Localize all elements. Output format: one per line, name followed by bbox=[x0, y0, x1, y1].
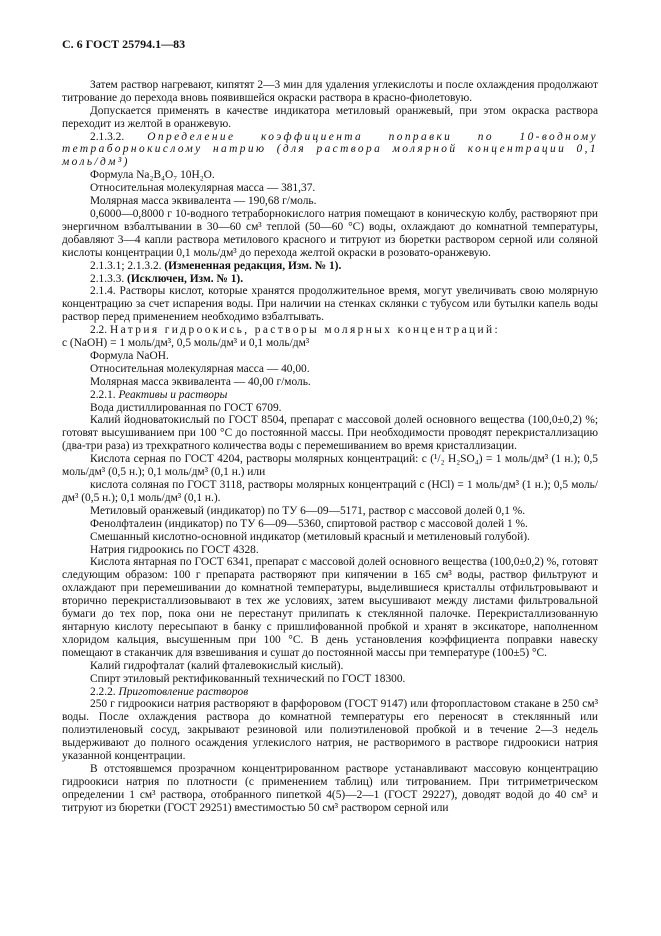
section-title: Реактивы и растворы bbox=[118, 388, 228, 401]
paragraph: кислота соляная по ГОСТ 3118, растворы молярных концентраций c (HCl) = 1 моль/дм³ (1 н.); 0,5 моль/дм³ (0,5 н.); 0,1 моль/дм³ (0,1 н.). bbox=[62, 479, 598, 504]
paragraph: Смешанный кислотно-основной индикатор (метиловый красный и метиленовый голубой). bbox=[90, 530, 530, 543]
section-heading bbox=[62, 389, 598, 402]
paragraph: Натрия гидроокись по ГОСТ 4328. bbox=[90, 543, 259, 556]
page-header: С. 6 ГОСТ 25794.1—83 bbox=[62, 37, 186, 51]
section-title: Приготовление растворов bbox=[118, 685, 249, 698]
paragraph: Молярная масса эквивалента — 190,68 г/моль. bbox=[90, 195, 317, 208]
paragraph: Допускается применять в качестве индикатора метиловый оранжевый, при этом окраска раствора переходит из желтой в оранжевую. bbox=[62, 104, 598, 130]
amendment-note: 2.1.3.1; 2.1.3.2. (Измененная редакция, Изм. № 1). bbox=[90, 259, 342, 272]
paragraph: Затем раствор нагревают, кипятят 2—3 мин для удаления углекислоты и после охлаждения продолжают титрование до перехода вновь появившейся окраски раствора в красно-фиолетовую. bbox=[62, 78, 598, 104]
section-heading bbox=[62, 324, 598, 337]
section-heading bbox=[62, 131, 598, 170]
paragraph: Калий гидрофталат (калий фталевокислый кислый). bbox=[90, 659, 344, 672]
concentration-line: c (NaOH) = 1 моль/дм³, 0,5 моль/дм³ и 0,1 моль/дм³ bbox=[62, 337, 310, 350]
paragraph: 0,6000—0,8000 г 10-водного тетраборнокислого натрия помещают в коническую колбу, растворяют при энергичном взбалтывании в 30—60 см³ теплой (50—60 °С) воды, охлаждают до комнатной температуры, добавляют 3—4 капли раствора метилового красного и титруют из бюретки раствором серной или соляной кислоты концентрации 0,1 моль/дм³ до перехода желтой окраски в розовато-оранжевую. bbox=[62, 207, 598, 259]
paragraph: 250 г гидроокиси натрия растворяют в фарфоровом (ГОСТ 9147) или фторопластовом стакане в 250 см³ воды. После охлаждения раствора до комнатной температуры его переносят в стеклянный или полиэтиленовый сосуд, закрывают резиновой или полиэтиленовой пробкой и в течение 2—3 недель выдерживают до полного осаждения углекислого натрия, не растворимого в растворе гидроокиси натрия указанной концентрации. bbox=[62, 698, 598, 763]
paragraph: 2.1.4. Растворы кислот, которые хранятся продолжительное время, могут увеличивать свою молярную концентрацию за счет испарения воды. При наличии на стенках склянки с тубусом или бутылки капель воды раствор перед применением необходимо взбалтывать. bbox=[62, 285, 598, 324]
paragraph: Относительная молекулярная масса — 40,00. bbox=[90, 362, 310, 375]
paragraph: Калий йодноватокислый по ГОСТ 8504, препарат с массовой долей основного вещества (100,0±0,2) %; готовят высушиванием при 100 °С до постоянной массы. При необходимости проводят перекристаллизацию (два-три раза) из трехкратного количества воды с перемешиванием во время кристаллизации. bbox=[62, 414, 598, 453]
formula-line: Формула Na₂B₄O₇ 10H₂O. bbox=[90, 169, 215, 182]
section-title: Определение коэффициента поправки по 10-водному тетраборнокислому натрию (для раствора молярной концентрации 0,1 моль/дм³) bbox=[62, 130, 599, 169]
paragraph: Кислота янтарная по ГОСТ 6341, препарат с массовой долей основного вещества (100,0±0,2) %, готовят следующим образом: 100 г препарата растворяют при кипячении в 165 см³ воды, раствор фильтруют и охлаждают при перемешивании до комнатной температуры, выделившиеся кристаллы отфильтровывают и вторично перекристаллизовывают в тех же условиях, затем высушивают между листами фильтровальной бумаги до тех пор, пока они не перестанут прилипать к стеклянной палочке. Перекристаллизованную янтарную кислоту пересыпают в банку с пришлифованной пробкой и хранят в эксикаторе, наполненном хлоридом кальция, высушенным при 100 °С. В день установления коэффициента поправки навеску помещают в стаканчик для взвешивания и сушат до постоянной массы при температуре (100±5) °С. bbox=[62, 556, 598, 659]
section-number: 2.2. bbox=[90, 324, 108, 337]
paragraph: Фенолфталеин (индикатор) по ТУ 6—09—5360, спиртовой раствор с массовой долей 1 %. bbox=[90, 517, 528, 530]
section-number: 2.2.1. bbox=[90, 388, 116, 401]
paragraph: Молярная масса эквивалента — 40,00 г/моль. bbox=[90, 375, 311, 388]
paragraph: Спирт этиловый ректификованный технический по ГОСТ 18300. bbox=[90, 672, 406, 685]
formula-line: Формула NaOH. bbox=[90, 349, 169, 362]
section-number: 2.2.2. bbox=[90, 685, 116, 698]
paragraph: В отстоявшемся прозрачном концентрированном растворе устанавливают массовую концентрацию гидроокиси натрия по плотности (с применением таблиц) или титрованием. При титриметрическом определении 1 см³ раствора, отобранного пипеткой 4(5)—2—1 (ГОСТ 29227), доводят водой до 40 см³ и титруют из бюретки (ГОСТ 29251) вместимостью 50 см³ раствором серной или bbox=[62, 762, 598, 814]
section-title: Натрия гидроокись, растворы молярных концентраций: bbox=[109, 324, 501, 337]
amendment-note: 2.1.3.3. (Исключен, Изм. № 1). bbox=[90, 272, 244, 285]
paragraph: Вода дистиллированная по ГОСТ 6709. bbox=[90, 401, 282, 414]
paragraph: Относительная молекулярная масса — 381,37. bbox=[90, 182, 316, 195]
paragraph: Кислота серная по ГОСТ 4204, растворы молярных концентраций: c (¹/₂ H₂SO₄) = 1 моль/дм³ (1 н.); 0,5 моль/дм³ (0,5 н.); 0,1 моль/дм³ (0,1 н.) или bbox=[62, 453, 598, 479]
section-heading bbox=[62, 686, 598, 699]
paragraph: Метиловый оранжевый (индикатор) по ТУ 6—09—5171, раствор с массовой долей 0,1 %. bbox=[90, 504, 526, 517]
section-number: 2.1.3.2. bbox=[90, 130, 125, 143]
document-page bbox=[62, 38, 598, 815]
